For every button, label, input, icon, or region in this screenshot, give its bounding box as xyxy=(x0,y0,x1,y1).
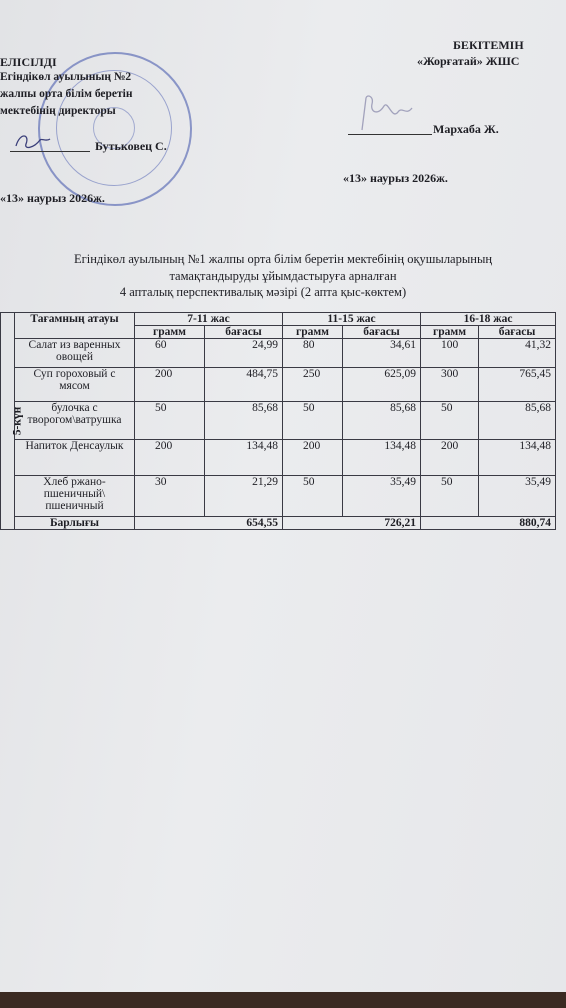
price-value: 134,48 xyxy=(343,440,421,476)
gram-value: 300 xyxy=(421,368,479,402)
signature-line-left xyxy=(10,151,90,152)
price-value: 35,49 xyxy=(343,476,421,517)
total-value-3: 880,74 xyxy=(421,517,556,530)
gram-value: 50 xyxy=(421,476,479,517)
header-row-1 xyxy=(1,313,556,326)
gram-value: 30 xyxy=(135,476,205,517)
approved-org: «Жорғатай» ЖШС xyxy=(417,54,520,68)
agreed-name: Бутьковец С. xyxy=(95,139,167,153)
gram-value: 80 xyxy=(283,339,343,368)
total-value-2: 726,21 xyxy=(283,517,421,530)
signature-line-right xyxy=(348,134,432,135)
price-value: 24,99 xyxy=(205,339,283,368)
price-value: 85,68 xyxy=(205,402,283,440)
day-label-cell xyxy=(1,313,24,530)
total-label: Барлығы xyxy=(15,517,135,530)
gram-value: 50 xyxy=(135,402,205,440)
sub-header-gram: грамм xyxy=(421,326,479,339)
gram-value: 100 xyxy=(421,339,479,368)
price-value: 34,61 xyxy=(343,339,421,368)
sub-header-gram: грамм xyxy=(135,326,205,339)
sub-header-price: бағасы xyxy=(343,326,421,339)
dish-name: Салат из варенных овощей xyxy=(15,339,135,368)
price-value: 35,49 xyxy=(479,476,556,517)
total-value-1: 654,55 xyxy=(135,517,283,530)
price-value: 41,32 xyxy=(479,339,556,368)
agreed-title: ЕЛІСІЛДІ xyxy=(0,55,57,69)
approved-name: Мархаба Ж. xyxy=(433,122,499,136)
table-row xyxy=(1,402,556,440)
price-value: 134,48 xyxy=(205,440,283,476)
age-group-2: 11-15 жас xyxy=(283,313,421,326)
approved-date: «13» наурыз 2026ж. xyxy=(343,171,448,185)
table-row xyxy=(1,476,556,517)
gram-value: 200 xyxy=(135,368,205,402)
agreed-date: «13» наурыз 2026ж. xyxy=(0,191,105,205)
agreed-line-2: жалпы орта білім беретін xyxy=(0,88,133,100)
price-value: 765,45 xyxy=(479,368,556,402)
gram-value: 60 xyxy=(135,339,205,368)
photo-edge-strip xyxy=(0,992,566,1008)
dish-header: Тағамның атауы xyxy=(15,313,135,339)
price-value: 21,29 xyxy=(205,476,283,517)
total-row xyxy=(1,517,556,530)
agreed-line-3: мектебінің директоры xyxy=(0,105,116,117)
table-row xyxy=(1,339,556,368)
signature-right xyxy=(348,90,428,138)
dish-name: Суп гороховый с мясом xyxy=(15,368,135,402)
table-row xyxy=(1,440,556,476)
doc-title-line-1: Егіндікөл ауылының №1 жалпы орта білім беретін мектебінің оқушыларының xyxy=(73,252,493,266)
day-label: 5-күн xyxy=(11,406,24,436)
gram-value: 250 xyxy=(283,368,343,402)
sub-header-price: бағасы xyxy=(479,326,556,339)
dish-name: Напиток Денсаулык xyxy=(15,440,135,476)
gram-value: 50 xyxy=(421,402,479,440)
age-group-1: 7-11 жас xyxy=(135,313,283,326)
price-value: 134,48 xyxy=(479,440,556,476)
age-group-3: 16-18 жас xyxy=(421,313,556,326)
dish-name: Хлеб ржано-пшеничный\ пшеничный xyxy=(15,476,135,517)
menu-table xyxy=(0,312,556,530)
gram-value: 200 xyxy=(283,440,343,476)
gram-value: 200 xyxy=(135,440,205,476)
sub-header-gram: грамм xyxy=(283,326,343,339)
price-value: 85,68 xyxy=(479,402,556,440)
doc-title-line-3: 4 апталық перспективалық мәзірі (2 апта қыс-көктем) xyxy=(119,285,407,299)
gram-value: 50 xyxy=(283,402,343,440)
dish-name: булочка с творогом\ватрушка xyxy=(15,402,135,440)
price-value: 625,09 xyxy=(343,368,421,402)
doc-title-line-2: тамақтандыруды ұйымдастыруға арналған xyxy=(169,269,397,283)
sub-header-price: бағасы xyxy=(205,326,283,339)
gram-value: 50 xyxy=(283,476,343,517)
approved-title: БЕКІТЕМІН xyxy=(453,38,524,52)
price-value: 85,68 xyxy=(343,402,421,440)
price-value: 484,75 xyxy=(205,368,283,402)
agreed-line-1: Егіндікөл ауылының №2 xyxy=(0,71,132,83)
table-row xyxy=(1,368,556,402)
gram-value: 200 xyxy=(421,440,479,476)
